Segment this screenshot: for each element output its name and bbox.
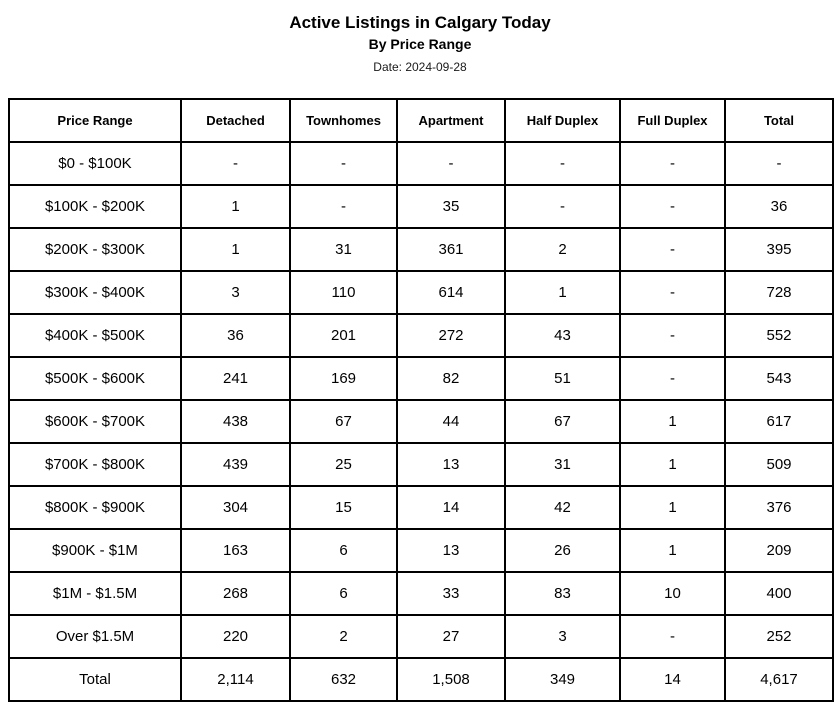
value-cell: 31 xyxy=(505,443,620,486)
value-cell: 13 xyxy=(397,529,505,572)
value-cell: 43 xyxy=(505,314,620,357)
value-cell: 1 xyxy=(181,185,290,228)
column-header: Total xyxy=(725,99,833,142)
value-cell: 1,508 xyxy=(397,658,505,701)
report-header xyxy=(20,12,820,74)
value-cell: 3 xyxy=(505,615,620,658)
value-cell: - xyxy=(620,271,725,314)
value-cell: 10 xyxy=(620,572,725,615)
column-header: Half Duplex xyxy=(505,99,620,142)
value-cell: 2 xyxy=(290,615,397,658)
value-cell: 1 xyxy=(620,486,725,529)
value-cell: - xyxy=(397,142,505,185)
value-cell: 552 xyxy=(725,314,833,357)
value-cell: 67 xyxy=(290,400,397,443)
table-row xyxy=(9,572,833,615)
value-cell: 1 xyxy=(505,271,620,314)
value-cell: 439 xyxy=(181,443,290,486)
row-label-cell: $1M - $1.5M xyxy=(9,572,181,615)
value-cell: 36 xyxy=(181,314,290,357)
value-cell: 241 xyxy=(181,357,290,400)
value-cell: 110 xyxy=(290,271,397,314)
listings-table xyxy=(8,98,834,702)
value-cell: 617 xyxy=(725,400,833,443)
total-row xyxy=(9,658,833,701)
value-cell: 3 xyxy=(181,271,290,314)
value-cell: 27 xyxy=(397,615,505,658)
value-cell: 14 xyxy=(397,486,505,529)
value-cell: 31 xyxy=(290,228,397,271)
value-cell: 33 xyxy=(397,572,505,615)
row-label-cell: $500K - $600K xyxy=(9,357,181,400)
table-row xyxy=(9,615,833,658)
value-cell: - xyxy=(620,142,725,185)
row-label-cell: $0 - $100K xyxy=(9,142,181,185)
row-label-cell: $100K - $200K xyxy=(9,185,181,228)
value-cell: 1 xyxy=(620,443,725,486)
value-cell: 26 xyxy=(505,529,620,572)
row-label-cell: Total xyxy=(9,658,181,701)
column-header: Price Range xyxy=(9,99,181,142)
table-row xyxy=(9,529,833,572)
value-cell: 2,114 xyxy=(181,658,290,701)
column-header: Full Duplex xyxy=(620,99,725,142)
value-cell: 361 xyxy=(397,228,505,271)
value-cell: 376 xyxy=(725,486,833,529)
value-cell: 728 xyxy=(725,271,833,314)
value-cell: 1 xyxy=(620,529,725,572)
value-cell: 6 xyxy=(290,572,397,615)
value-cell: 632 xyxy=(290,658,397,701)
row-label-cell: $900K - $1M xyxy=(9,529,181,572)
value-cell: 400 xyxy=(725,572,833,615)
value-cell: 163 xyxy=(181,529,290,572)
row-label-cell: $800K - $900K xyxy=(9,486,181,529)
value-cell: 201 xyxy=(290,314,397,357)
column-header: Apartment xyxy=(397,99,505,142)
value-cell: - xyxy=(290,142,397,185)
table-row xyxy=(9,400,833,443)
row-label-cell: $700K - $800K xyxy=(9,443,181,486)
row-label-cell: Over $1.5M xyxy=(9,615,181,658)
row-label-cell: $300K - $400K xyxy=(9,271,181,314)
value-cell: - xyxy=(620,185,725,228)
value-cell: - xyxy=(620,314,725,357)
value-cell: 1 xyxy=(620,400,725,443)
value-cell: 1 xyxy=(181,228,290,271)
row-label-cell: $400K - $500K xyxy=(9,314,181,357)
value-cell: 14 xyxy=(620,658,725,701)
value-cell: 438 xyxy=(181,400,290,443)
table-row xyxy=(9,486,833,529)
value-cell: 509 xyxy=(725,443,833,486)
value-cell: 35 xyxy=(397,185,505,228)
value-cell: 13 xyxy=(397,443,505,486)
value-cell: - xyxy=(505,142,620,185)
table-row xyxy=(9,314,833,357)
table-row xyxy=(9,357,833,400)
table-row xyxy=(9,271,833,314)
value-cell: 44 xyxy=(397,400,505,443)
column-header: Townhomes xyxy=(290,99,397,142)
page-title: Active Listings in Calgary Today xyxy=(289,13,551,32)
value-cell: 82 xyxy=(397,357,505,400)
value-cell: - xyxy=(620,228,725,271)
report-date: Date: 2024-09-28 xyxy=(373,60,467,75)
value-cell: - xyxy=(620,357,725,400)
value-cell: 272 xyxy=(397,314,505,357)
value-cell: - xyxy=(620,615,725,658)
table-body xyxy=(9,142,833,701)
value-cell: 83 xyxy=(505,572,620,615)
value-cell: - xyxy=(505,185,620,228)
value-cell: 304 xyxy=(181,486,290,529)
value-cell: 209 xyxy=(725,529,833,572)
value-cell: 395 xyxy=(725,228,833,271)
page-subtitle: By Price Range xyxy=(368,36,472,53)
value-cell: - xyxy=(290,185,397,228)
value-cell: - xyxy=(181,142,290,185)
table-row xyxy=(9,443,833,486)
value-cell: 220 xyxy=(181,615,290,658)
row-label-cell: $600K - $700K xyxy=(9,400,181,443)
value-cell: 252 xyxy=(725,615,833,658)
value-cell: 4,617 xyxy=(725,658,833,701)
table-row xyxy=(9,185,833,228)
table-head-row xyxy=(9,99,833,142)
value-cell: 6 xyxy=(290,529,397,572)
column-header: Detached xyxy=(181,99,290,142)
value-cell: 268 xyxy=(181,572,290,615)
table-row xyxy=(9,228,833,271)
value-cell: 169 xyxy=(290,357,397,400)
value-cell: 614 xyxy=(397,271,505,314)
value-cell: 51 xyxy=(505,357,620,400)
value-cell: 15 xyxy=(290,486,397,529)
value-cell: 25 xyxy=(290,443,397,486)
value-cell: 543 xyxy=(725,357,833,400)
value-cell: - xyxy=(725,142,833,185)
value-cell: 349 xyxy=(505,658,620,701)
value-cell: 36 xyxy=(725,185,833,228)
table-row xyxy=(9,142,833,185)
row-label-cell: $200K - $300K xyxy=(9,228,181,271)
value-cell: 42 xyxy=(505,486,620,529)
value-cell: 2 xyxy=(505,228,620,271)
value-cell: 67 xyxy=(505,400,620,443)
